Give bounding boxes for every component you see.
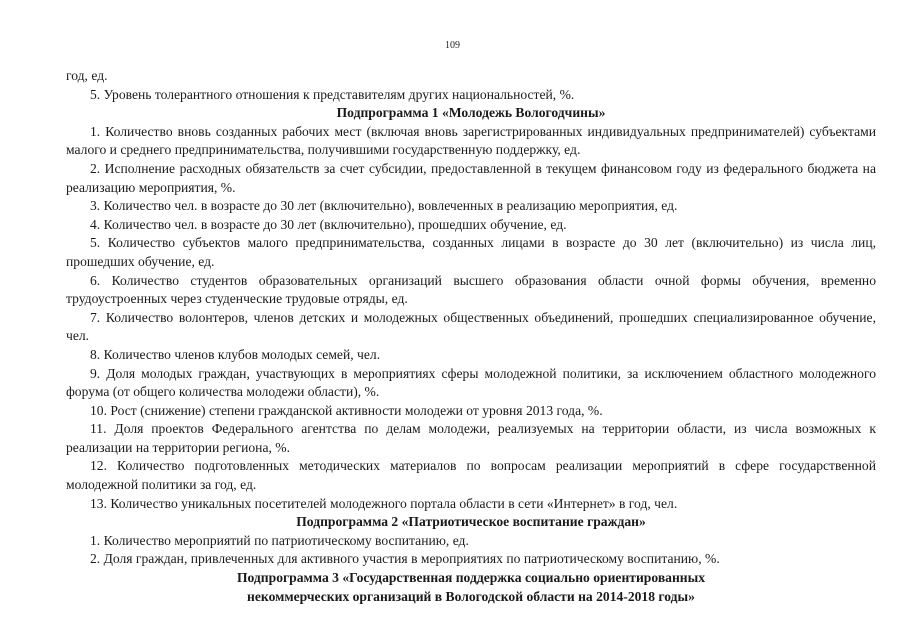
subprogram-1-heading: Подпрограмма 1 «Молодежь Вологодчины» <box>336 105 606 121</box>
indicator-item: 7. Количество волонтеров, членов детских и молодежных общественных объединений, прошедших специализированное обучение, чел. <box>66 309 876 344</box>
indicator-item: 5. Уровень толерантного отношения к представителям других национальностей, %. <box>90 86 575 102</box>
indicator-item: 2. Исполнение расходных обязательств за счет субсидии, предоставленной в текущем финансовом году из федерального бюджета на реализацию мероприятия, %. <box>66 160 876 195</box>
indicator-item: 6. Количество студентов образовательных организаций высшего образования области очной формы обучения, временно трудоустроенных через студенческие трудовые отряды, ед. <box>66 272 876 307</box>
indicator-item: 1. Количество мероприятий по патриотическому воспитанию, ед. <box>90 532 469 548</box>
subprogram-3-heading-line-1: Подпрограмма 3 «Государственная поддержка социально ориентированных <box>236 570 706 586</box>
indicator-item: 1. Количество вновь созданных рабочих мест (включая вновь зарегистрированных индивидуальных предпринимателей) субъектами малого и среднего предпринимательства, получившими государственную поддержку, ед. <box>66 123 876 158</box>
indicator-item: 4. Количество чел. в возрасте до 30 лет (включительно), прошедших обучение, ед. <box>90 216 567 232</box>
document-body <box>66 67 876 606</box>
subprogram-3-heading <box>66 569 876 606</box>
lead-in-text: год, ед. <box>66 68 108 83</box>
indicator-item: 12. Количество подготовленных методических материалов по вопросам реализации мероприятий в сфере государственной молодежной политики за год, ед. <box>66 458 876 493</box>
subprogram-2-heading: Подпрограмма 2 «Патриотическое воспитание граждан» <box>296 514 646 530</box>
indicator-item: 3. Количество чел. в возрасте до 30 лет (включительно), вовлеченных в реализацию мероприятия, ед. <box>90 198 678 214</box>
indicator-item: 11. Доля проектов Федерального агентства по делам молодежи, реализуемых на территории области, из числа возможных к реализации на территории региона, %. <box>66 421 876 455</box>
indicator-item: 10. Рост (снижение) степени гражданской активности молодежи от уровня 2013 года, %. <box>90 402 603 418</box>
page-number: 109 <box>445 40 460 51</box>
indicator-item: 9. Доля молодых граждан, участвующих в мероприятиях сферы молодежной политики, за исключением областного молодежного форума (от общего количества молодежи области), %. <box>66 365 876 400</box>
indicator-item: 5. Количество субъектов малого предпринимательства, созданных лицами в возрасте до 30 лет (включительно) из числа лиц, прошедших обучение, ед. <box>66 235 876 269</box>
indicator-item: 2. Доля граждан, привлеченных для активного участия в мероприятиях по патриотическому воспитанию, %. <box>90 551 720 567</box>
indicator-item: 8. Количество членов клубов молодых семей, чел. <box>90 346 381 362</box>
subprogram-3-heading-line-2: некоммерческих организаций в Вологодской области на 2014-2018 годы» <box>247 588 695 604</box>
indicator-item: 13. Количество уникальных посетителей молодежного портала области в сети «Интернет» в год, чел. <box>90 495 678 511</box>
